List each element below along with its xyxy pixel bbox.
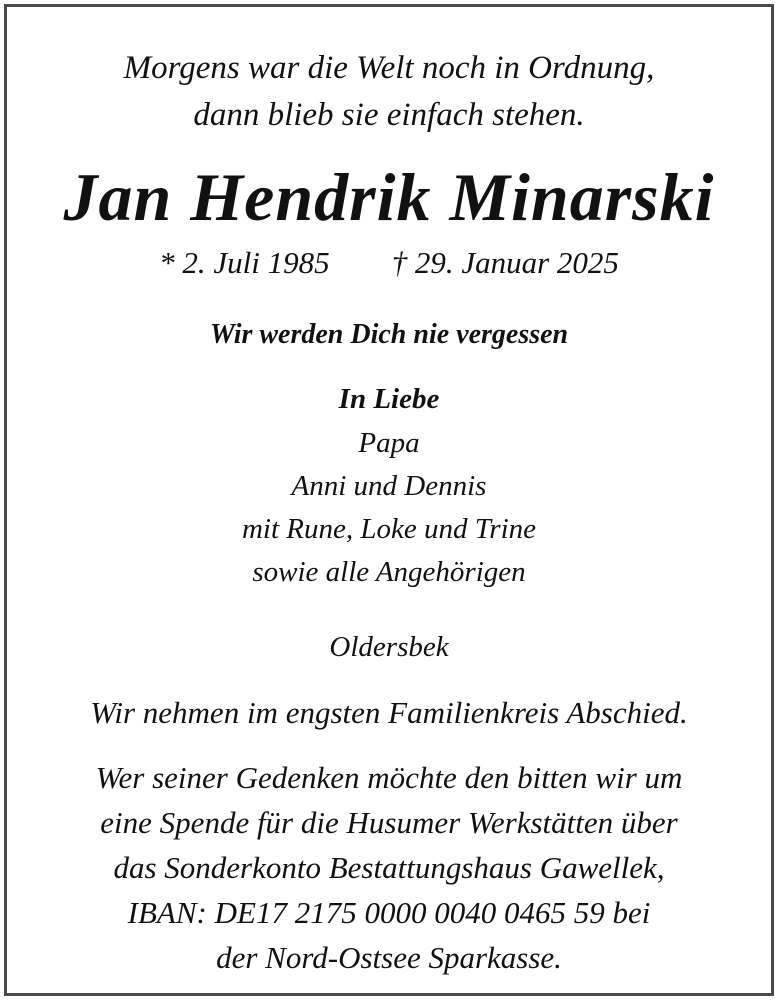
donation-line: eine Spende für die Husumer Werkstätten über (100, 805, 678, 840)
donation-line: Wer seiner Gedenken möchte den bitten wir um (95, 760, 683, 795)
deceased-name: Jan Hendrik Minarski (63, 159, 715, 235)
mourner-line: Anni und Dennis (291, 470, 487, 502)
mourner-line: Papa (358, 427, 420, 459)
motto-line: Morgens war die Welt noch in Ordnung, (123, 50, 655, 86)
life-dates (7, 243, 771, 283)
donation-line: IBAN: DE17 2175 0000 0040 0465 59 bei (127, 895, 651, 930)
in-love-heading: In Liebe (338, 383, 440, 415)
place-name: Oldersbek (329, 631, 449, 663)
motto-verse (7, 45, 771, 139)
mourner-line: mit Rune, Loke und Trine (241, 513, 536, 545)
birth-date: * 2. Juli 1985 (159, 245, 330, 280)
death-date: † 29. Januar 2025 (391, 245, 619, 280)
donation-request (7, 755, 771, 980)
motto-line: dann blieb sie einfach stehen. (193, 97, 585, 133)
tagline: Wir werden Dich nie vergessen (209, 319, 569, 350)
donation-line: der Nord-Ostsee Sparkasse. (216, 940, 562, 975)
farewell-note: Wir nehmen im engsten Familienkreis Abschied. (90, 695, 688, 730)
mourner-line: sowie alle Angehörigen (252, 556, 526, 588)
obituary-notice (4, 4, 774, 996)
donation-line: das Sonderkonto Bestattungshaus Gawellek, (113, 850, 665, 885)
mourners-list (7, 422, 771, 594)
